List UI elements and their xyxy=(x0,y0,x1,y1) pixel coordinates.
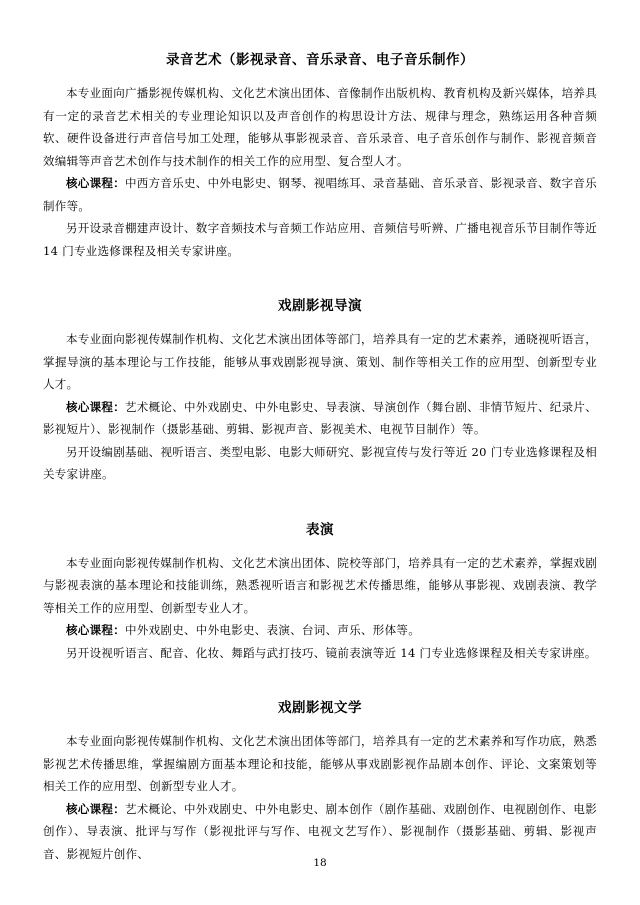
core-courses-label: 核心课程： xyxy=(66,801,125,816)
section-recording-arts xyxy=(43,50,597,262)
page-number: 18 xyxy=(313,857,327,869)
core-courses-paragraph xyxy=(43,619,597,642)
core-courses-paragraph xyxy=(43,172,597,217)
section-title: 戏剧影视文学 xyxy=(278,700,362,716)
section-performance xyxy=(43,520,597,665)
core-courses-paragraph xyxy=(43,798,597,866)
electives-paragraph: 另开设录音棚建声设计、数字音频技术与音频工作站应用、音频信号听辨、广播电视音乐节目制作等近 14 门专业选修课程及相关专家讲座。 xyxy=(43,221,597,258)
intro-paragraph: 本专业面向影视传媒制作机构、文化艺术演出团体等部门，培养具有一定的艺术素养，通晓视听语言，掌握导演的基本理论与工作技能，能够从事戏剧影视导演、策划、制作等相关工作的应用型、创新型专业人才。 xyxy=(43,332,597,391)
core-courses-label: 核心课程： xyxy=(66,176,125,190)
section-title: 戏剧影视导演 xyxy=(278,298,362,314)
core-courses-label: 核心课程： xyxy=(66,623,125,637)
core-courses-text: 中外戏剧史、中外电影史、表演、台词、声乐、形体等。 xyxy=(125,623,420,637)
section-title: 录音艺术（影视录音、音乐录音、电子音乐制作） xyxy=(166,52,474,68)
intro-paragraph: 本专业面向广播影视传媒机构、文化艺术演出团体、音像制作出版机构、教育机构及新兴媒体，培养具有一定的录音艺术相关的专业理论知识以及声音创作的构思设计方法、规律与理念，熟练运用各种音频软、硬件设备进行声音信号加工处理，能够从事影视录音、音乐录音、电子音乐创作与制作、影视音频音效编辑等声音艺术创作与技术制作的相关工作的应用型、复合型人才。 xyxy=(43,86,597,168)
core-courses-label: 核心课程： xyxy=(66,399,125,414)
electives-paragraph: 另开设视听语言、配音、化妆、舞蹈与武打技巧、镜前表演等近 14 门专业选修课程及相关专家讲座。 xyxy=(66,645,597,660)
core-courses-text: 艺术概论、中外戏剧史、中外电影史、剧本创作（剧作基础、戏剧创作、电视剧创作、电影创作）、导表演、批评与写作（影视批评与写作、电视文艺写作）、影视制作（摄影基础、剪辑、影视声音、影视短片创作、 xyxy=(43,801,597,861)
section-drama-film-literature xyxy=(43,698,597,865)
core-courses-text: 中西方音乐史、中外电影史、钢琴、视唱练耳、录音基础、音乐录音、影视录音、数字音乐制作等。 xyxy=(43,176,597,213)
core-courses-paragraph xyxy=(43,396,597,441)
electives-paragraph: 另开设编剧基础、视听语言、类型电影、电影大师研究、影视宣传与发行等近 20 门专业选修课程及相关专家讲座。 xyxy=(43,444,597,481)
intro-paragraph: 本专业面向影视传媒制作机构、文化艺术演出团体、院校等部门，培养具有一定的艺术素养，掌握戏剧与影视表演的基本理论和技能训练，熟悉视听语言和影视艺术传播思维，能够从事影视、戏剧表演、教学等相关工作的应用型、创新型专业人才。 xyxy=(43,555,597,615)
section-drama-film-directing xyxy=(43,296,597,486)
core-courses-text: 艺术概论、中外戏剧史、中外电影史、导表演、导演创作（舞台剧、非情节短片、纪录片、影视短片）、影视制作（摄影基础、剪辑、影视声音、影视美术、电视节目制作）等。 xyxy=(43,399,597,436)
intro-paragraph: 本专业面向影视传媒制作机构、文化艺术演出团体等部门，培养具有一定的艺术素养和写作功底，熟悉影视艺术传播思维，掌握编剧方面基本理论和技能，能够从事戏剧影视作品剧本创作、评论、文案策划等相关工作的应用型、创新型专业人才。 xyxy=(43,734,597,793)
section-title: 表演 xyxy=(306,521,334,538)
